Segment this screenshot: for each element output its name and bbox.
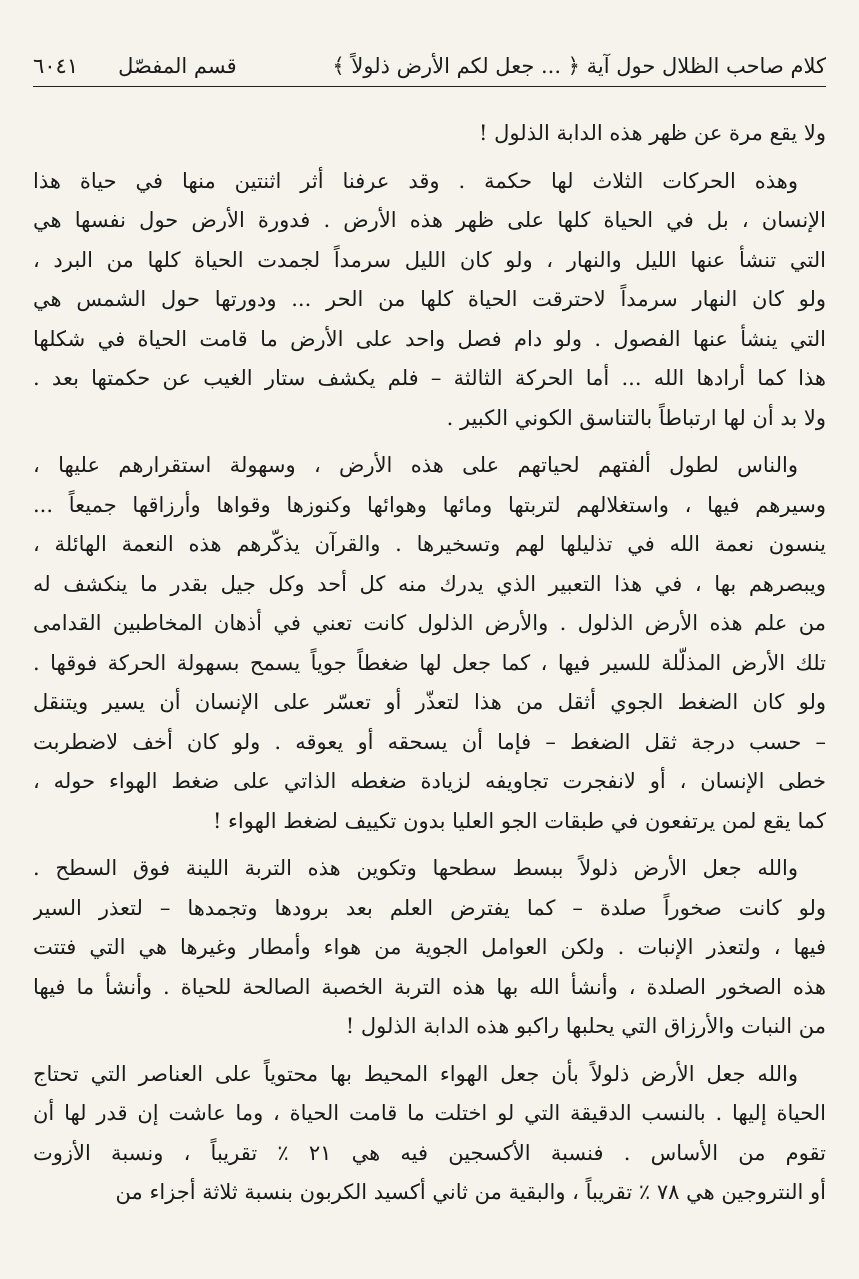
text-line: أو النتروجين هي ٧٨ ٪ تقريباً ، والبقية من ثاني أكسيد الكربون بنسبة ثلاثة أجزاء من bbox=[115, 1180, 826, 1204]
text-line: ولا بد أن لها ارتباطاً بالتناسق الكوني الكبير . bbox=[446, 405, 826, 430]
text-line: ولو كان الضغط الجوي أثقل من هذا لتعذّر أو تعسّر على الإنسان أن يسير ويتنقل bbox=[33, 690, 826, 714]
paragraph bbox=[33, 446, 826, 841]
text-line: هذا كما أرادها الله ... أما الحركة الثالثة – فلم يكشف ستار الغيب عن حكمتها بعد . bbox=[33, 366, 826, 390]
text-line: والناس لطول ألفتهم لحياتهم على هذه الأرض ، وسهولة استقرارهم عليها ، bbox=[33, 453, 798, 477]
text-line: فيها ، ولتعذر الإنبات . ولكن العوامل الجوية من هواء وأمطار وغيرها هي التي فتتت bbox=[33, 935, 826, 959]
text-line: من علم هذه الأرض الذلول . والأرض الذلول كانت تعني في أذهان المخاطبين القدامى bbox=[33, 611, 826, 635]
paragraph bbox=[33, 114, 826, 154]
text-line: – حسب درجة ثقل الضغط – فإما أن يسحقه أو يعوقه . ولو كان أخف لاضطربت bbox=[33, 729, 826, 754]
text-line: والله جعل الأرض ذلولاً ببسط سطحها وتكوين هذه التربة اللينة فوق السطح . bbox=[33, 856, 798, 880]
text-line: من النبات والأرزاق التي يحلبها راكبو هذه الدابة الذلول ! bbox=[345, 1014, 826, 1038]
text-line: تقوم من الأساس . فنسبة الأكسجين فيه هي ٢١ ٪ تقريباً ، ونسبة الأزوت bbox=[33, 1140, 826, 1165]
page-number: ٦٠٤١ bbox=[33, 54, 79, 78]
text-line: ولو كان النهار سرمداً لاحترقت الحياة كلها من الحر ... ودورتها حول الشمس هي bbox=[33, 287, 826, 311]
text-line: التي ينشأ عنها الفصول . ولو دام فصل واحد على الأرض ما قامت الحياة في شكلها bbox=[33, 326, 826, 351]
section-title: قسم المفصّل bbox=[118, 54, 237, 78]
text-line: الإنسان ، بل في الحياة كلها على ظهر هذه الأرض . فدورة الأرض حول نفسها هي bbox=[33, 208, 826, 232]
paragraph bbox=[33, 849, 826, 1047]
text-line: ويبصرهم بها ، في هذا التعبير الذي يدرك منه كل أحد وكل جيل بقدر ما ينكشف له bbox=[33, 571, 826, 596]
page-header bbox=[33, 46, 826, 87]
paragraph bbox=[33, 162, 826, 439]
text-line: كما يقع لمن يرتفعون في طبقات الجو العليا بدون تكييف لضغط الهواء ! bbox=[212, 808, 826, 833]
paragraph bbox=[33, 1055, 826, 1213]
text-line: التي تنشأ عنها الليل والنهار ، ولو كان الليل سرمداً لجمدت الحياة كلها من البرد ، bbox=[33, 247, 826, 272]
text-line: تلك الأرض المذلّلة للسير فيها ، كما جعل لها ضغطاً جوياً يسمح بسهولة الحركة فوقها . bbox=[33, 650, 826, 675]
text-line: الحياة إليها . بالنسب الدقيقة التي لو اختلت ما قامت الحياة ، وما عاشت إن قدر لها أن bbox=[33, 1101, 826, 1125]
text-line: والله جعل الأرض ذلولاً بأن جعل الهواء المحيط بها محتوياً على العناصر التي تحتاج bbox=[33, 1061, 798, 1086]
text-line: وسيرهم فيها ، واستغلالهم لتربتها ومائها وهوائها وكنوزها وقواها وأرزاقها جميعاً ... bbox=[33, 492, 826, 517]
text-line: ولا يقع مرة عن ظهر هذه الدابة الذلول ! bbox=[479, 121, 826, 145]
text-line: هذه الصخور الصلدة ، وأنشأ الله بها هذه التربة الخصبة الصالحة للحياة . وأنشأ ما فيها bbox=[33, 974, 826, 999]
text-line: ينسون نعمة الله في تذليلها لهم وتسخيرها . والقرآن يذكّرهم هذه النعمة الهائلة ، bbox=[33, 532, 826, 556]
text-line: ولو كانت صخوراً صلدة – كما يفترض العلم بعد برودها وتجمدها – لتعذر السير bbox=[33, 895, 826, 920]
body-text bbox=[33, 114, 826, 1221]
running-title: كلام صاحب الظلال حول آية ﴿ ... جعل لكم الأرض ذلولاً ﴾ bbox=[332, 54, 826, 78]
text-line: وهذه الحركات الثلاث لها حكمة . وقد عرفنا أثر اثنتين منها في حياة هذا bbox=[33, 168, 798, 193]
text-line: خطى الإنسان ، أو لانفجرت تجاويفه لزيادة ضغطه الذاتي على ضغط الهواء حوله ، bbox=[33, 769, 826, 793]
